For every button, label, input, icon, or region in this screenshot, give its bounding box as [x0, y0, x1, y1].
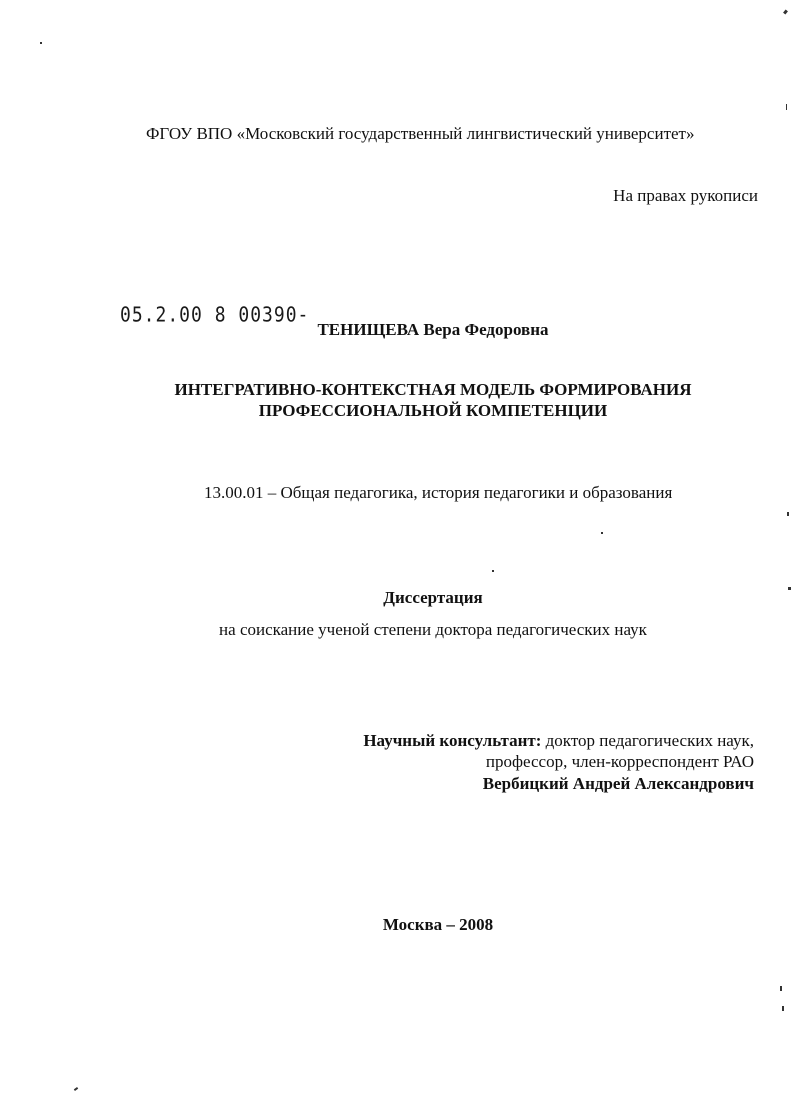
dissertation-title-line-1: ИНТЕГРАТИВНО-КОНТЕКСТНАЯ МОДЕЛЬ ФОРМИРОВАНИЯ [174, 380, 692, 399]
specialty-code: 13.00.01 – Общая педагогика, история педагогики и образования [204, 483, 673, 502]
consultant-credentials-1: доктор педагогических наук, [541, 731, 754, 750]
scan-speck [787, 512, 789, 516]
institution-name: ФГОУ ВПО «Московский государственный лингвистический университет» [146, 124, 695, 143]
registration-stamp: 05.2.00 8 00390- [120, 303, 310, 328]
scan-speck [492, 570, 494, 572]
consultant-role-label: Научный консультант: [363, 731, 542, 750]
city-year: Москва – 2008 [382, 915, 494, 934]
scan-speck [74, 1087, 78, 1091]
scan-speck [783, 10, 788, 15]
consultant-block [363, 731, 754, 751]
scan-speck [788, 587, 791, 590]
document-type: Диссертация [383, 588, 483, 607]
consultant-name: Вербицкий Андрей Александрович [482, 774, 754, 793]
degree-description: на соискание ученой степени доктора педагогических наук [219, 620, 647, 639]
scan-speck [786, 104, 787, 110]
scan-speck [40, 42, 42, 44]
scan-speck [780, 986, 782, 991]
manuscript-rights-note: На правах рукописи [613, 186, 758, 205]
author-name: ТЕНИЩЕВА Вера Федоровна [317, 320, 549, 339]
dissertation-title-line-2: ПРОФЕССИОНАЛЬНОЙ КОМПЕТЕНЦИИ [258, 401, 608, 420]
scan-speck [782, 1006, 784, 1011]
consultant-credentials-2: профессор, член-корреспондент РАО [485, 752, 754, 771]
scan-speck [601, 532, 603, 534]
